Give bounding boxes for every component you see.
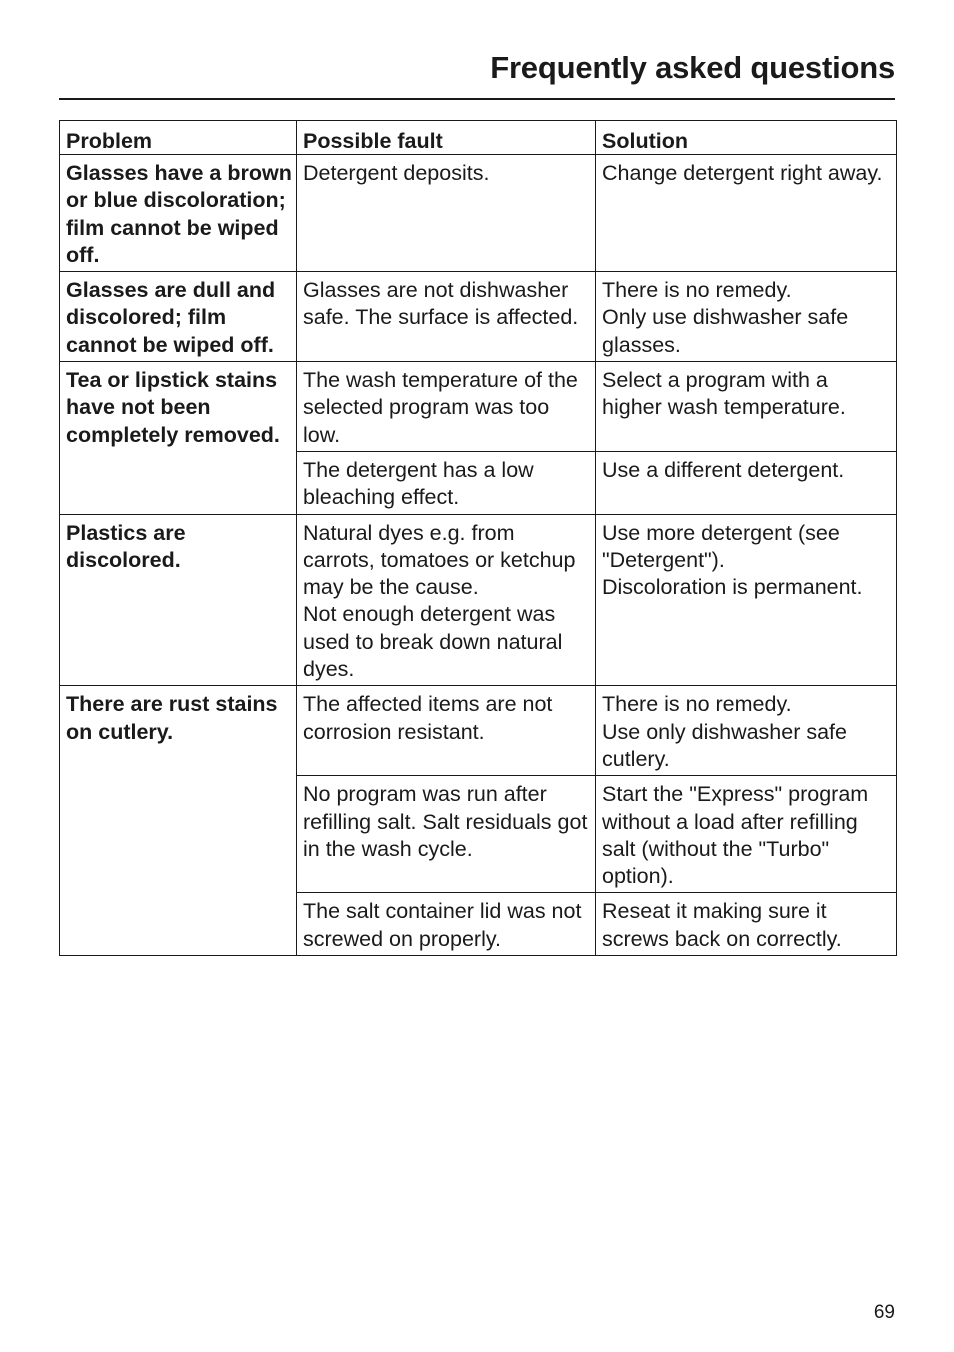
fault-cell — [297, 451, 596, 514]
fault-cell — [297, 362, 596, 452]
solution-cell — [596, 776, 897, 893]
page-title: Frequently asked questions — [490, 50, 895, 85]
solution-cell — [596, 686, 897, 776]
fault-text: Natural dyes e.g. from carrots, tomatoes or ketchup may be the cause. — [303, 520, 576, 600]
fault-text: The wash temperature of the selected program was too low. — [303, 368, 578, 447]
fault-cell — [297, 686, 596, 776]
title-divider — [59, 98, 895, 100]
fault-cell — [297, 514, 596, 686]
table-row — [60, 272, 897, 362]
problem-cell: Plastics are discolored. — [60, 514, 297, 686]
solution-cell — [596, 272, 897, 362]
column-header-solution: Solution — [596, 121, 897, 155]
fault-text: Detergent deposits. — [303, 161, 490, 185]
solution-text: Reseat it making sure it screws back on correctly. — [602, 899, 842, 951]
fault-text: Glasses are not dishwasher safe. The surface is affected. — [303, 278, 579, 330]
solution-cell — [596, 362, 897, 452]
fault-cell — [297, 776, 596, 893]
faq-table — [59, 120, 897, 956]
fault-text: The detergent has a low bleaching effect. — [303, 457, 534, 510]
fault-text: The salt container lid was not screwed on properly. — [303, 899, 582, 951]
table-row — [60, 362, 897, 452]
solution-text: Discoloration is permanent. — [602, 575, 863, 600]
solution-cell — [596, 514, 897, 686]
fault-cell — [297, 272, 596, 362]
solution-text: Change detergent right away. — [602, 161, 883, 185]
fault-text: Not enough detergent was used to break down natural dyes. — [303, 602, 563, 682]
solution-text: Use more detergent (see "Detergent"). — [602, 520, 840, 572]
column-header-fault: Possible fault — [297, 121, 596, 155]
problem-cell: There are rust stains on cutlery. — [60, 686, 297, 956]
fault-text: No program was run after refilling salt. Salt residuals got in the wash cycle. — [303, 782, 588, 861]
table-row — [60, 514, 897, 686]
column-header-problem: Problem — [60, 121, 297, 155]
solution-text: Select a program with a higher wash temperature. — [602, 368, 846, 420]
solution-text: Start the "Express" program without a load after refilling salt (without the "Turbo" option). — [602, 782, 869, 889]
solution-cell — [596, 451, 897, 514]
page-number: 69 — [873, 1302, 895, 1323]
solution-cell — [596, 893, 897, 956]
fault-text: The affected items are not corrosion resistant. — [303, 692, 553, 744]
solution-cell — [596, 155, 897, 272]
solution-text: There is no remedy. — [602, 278, 792, 303]
table-row — [60, 686, 897, 776]
solution-text: There is no remedy. — [602, 692, 792, 717]
problem-cell: Tea or lipstick stains have not been completely removed. — [60, 362, 297, 514]
solution-text: Only use dishwasher safe glasses. — [602, 305, 849, 357]
solution-text: Use only dishwasher safe cutlery. — [602, 719, 847, 771]
table-header-row — [60, 121, 897, 155]
solution-text: Use a different detergent. — [602, 457, 845, 482]
table-row — [60, 155, 897, 272]
fault-cell — [297, 893, 596, 956]
problem-cell: Glasses are dull and discolored; film cannot be wiped off. — [60, 272, 297, 362]
fault-cell — [297, 155, 596, 272]
problem-cell: Glasses have a brown or blue discoloration; film cannot be wiped off. — [60, 155, 297, 272]
